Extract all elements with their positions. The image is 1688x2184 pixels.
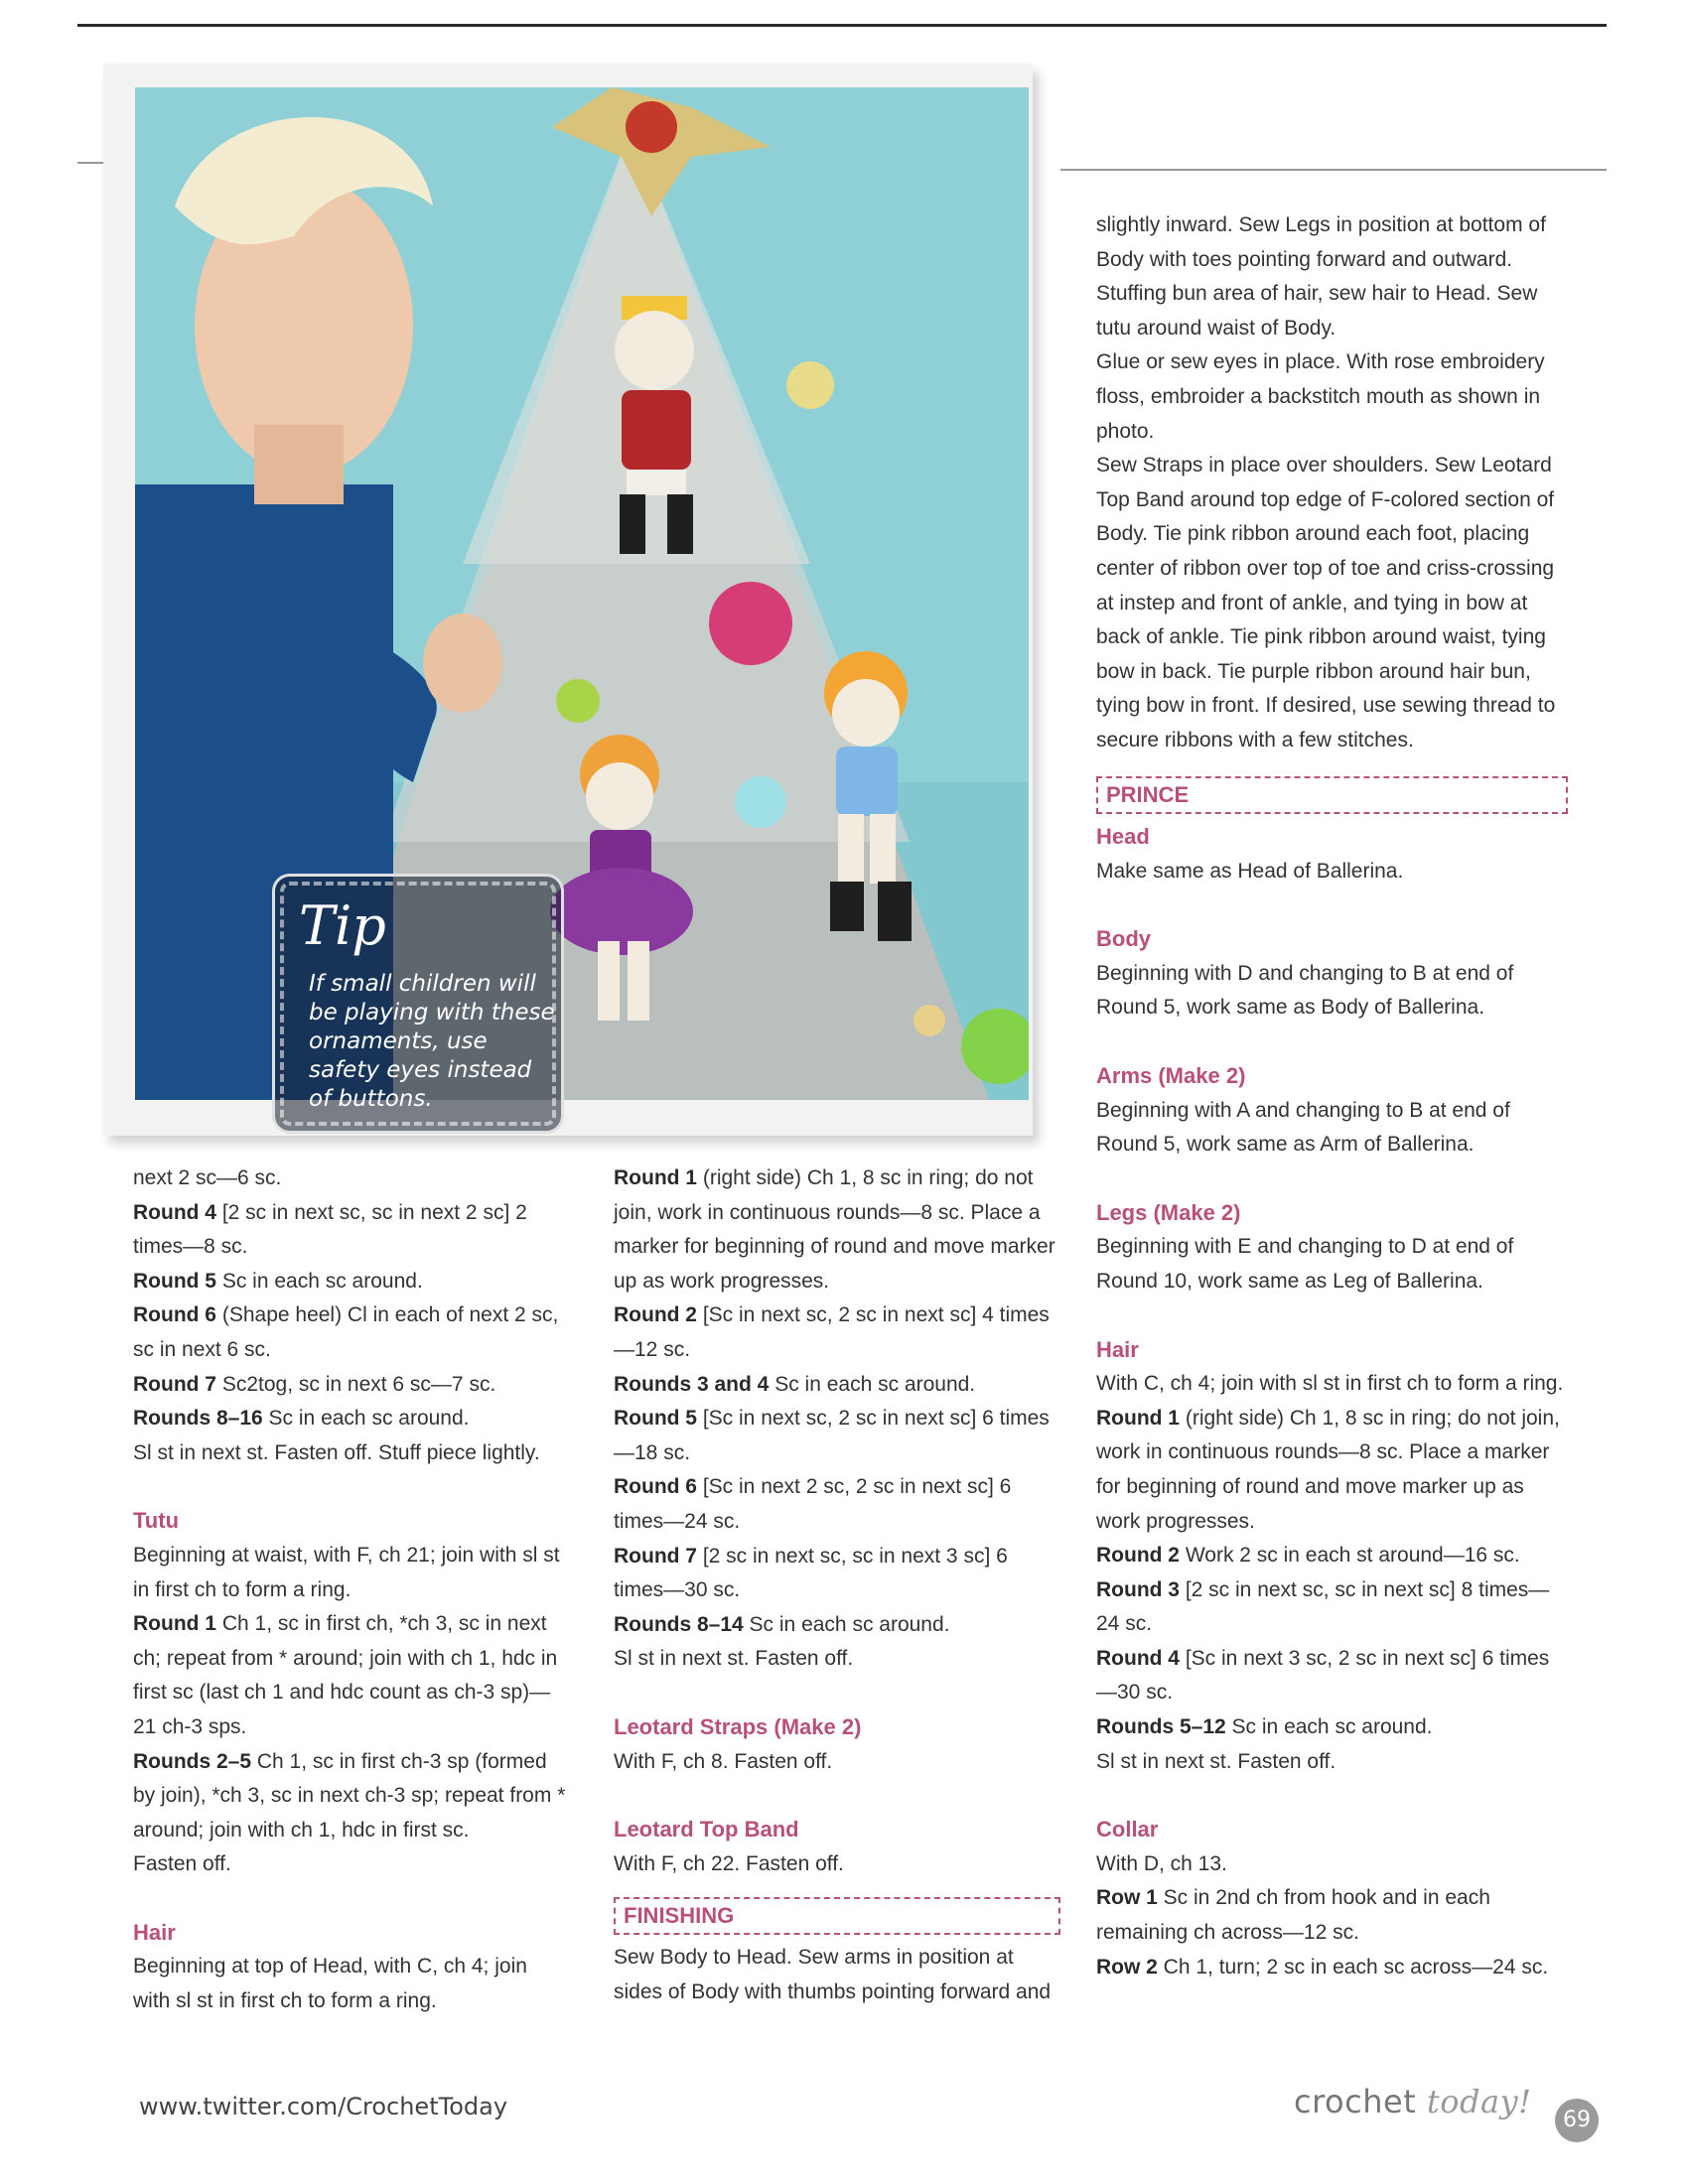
text-line: With D, ch 13. bbox=[1096, 1851, 1227, 1875]
text-line: Beginning with E and changing to D at end of Round 10, work same as Leg of Ballerina. bbox=[1096, 1235, 1514, 1293]
prince-heading: PRINCE bbox=[1096, 776, 1568, 814]
section-heading-hair: Hair bbox=[133, 1919, 176, 1945]
tip-title: Tip bbox=[299, 894, 386, 957]
instruction: Round 7 [2 sc in next sc, sc in next 3 sc] 6 times—30 sc. bbox=[614, 1544, 1008, 1602]
instruction: Rounds 2–5 Ch 1, sc in first ch-3 sp (formed by join), *ch 3, sc in next ch-3 sp; repeat from * around; join with ch 1, hdc in first sc. bbox=[133, 1749, 566, 1842]
text-line: With C, ch 4; join with sl st in first ch to form a ring. bbox=[1096, 1372, 1564, 1396]
right-column-lower bbox=[1096, 774, 1568, 1984]
section-heading-hair: Hair bbox=[1096, 1336, 1139, 1362]
text-line: Sl st in next st. Fasten off. bbox=[1096, 1749, 1336, 1773]
paragraph: Sew Straps in place over shoulders. Sew Leotard Top Band around top edge of F-colored section of Body. Tie pink ribbon around each foot, placing center of ribbon over top of toe and criss-crossing at instep and front of ankle, and tying in bow at back of ankle. Tie pink ribbon around waist, tying bow in back. Tie purple ribbon around hair bun, tying bow in front. If desired, use sewing thread to secure ribbons with a few stitches. bbox=[1096, 454, 1556, 751]
section-heading-body: Body bbox=[1096, 926, 1151, 952]
instruction: Round 7 Sc2tog, sc in next 6 sc—7 sc. bbox=[133, 1372, 496, 1396]
text-line: Sl st in next st. Fasten off. Stuff piece lightly. bbox=[133, 1440, 540, 1464]
instruction: Round 5 [Sc in next sc, 2 sc in next sc] 6 times—18 sc. bbox=[614, 1407, 1050, 1464]
instruction: Round 5 Sc in each sc around. bbox=[133, 1269, 423, 1293]
page-number: 69 bbox=[1555, 2099, 1599, 2142]
right-column-upper bbox=[1096, 208, 1568, 758]
instruction: Round 2 [Sc in next sc, 2 sc in next sc] 4 times—12 sc. bbox=[614, 1303, 1050, 1361]
text-line: Sl st in next st. Fasten off. bbox=[614, 1647, 854, 1671]
text-line: Fasten off. bbox=[133, 1852, 231, 1876]
brand-logo: crochet today! bbox=[1294, 2083, 1532, 2120]
instruction: Round 1 (right side) Ch 1, 8 sc in ring; do not join, work in continuous rounds—8 sc. Place a marker for beginning of round and move marker up as work progresses. bbox=[614, 1166, 1055, 1293]
christmas-tree-photo bbox=[135, 87, 1029, 1100]
section-heading-tutu: Tutu bbox=[133, 1508, 180, 1534]
instruction: Round 6 (Shape heel) Cl in each of next 2 sc, sc in next 6 sc. bbox=[133, 1303, 559, 1361]
instruction: Row 2 Ch 1, turn; 2 sc in each sc across—24 sc. bbox=[1096, 1955, 1549, 1979]
text-line: Beginning at waist, with F, ch 21; join with sl st in first ch to form a ring. bbox=[133, 1543, 560, 1601]
tip-text: If small children will be playing with these ornaments, use safety eyes instead of buttons. bbox=[309, 971, 555, 1112]
section-heading-arms: Arms (Make 2) bbox=[1096, 1062, 1246, 1088]
instruction: Rounds 8–14 Sc in each sc around. bbox=[614, 1612, 950, 1636]
instruction: Round 4 [2 sc in next sc, sc in next 2 sc] 2 times—8 sc. bbox=[133, 1200, 527, 1259]
footer-twitter-url[interactable]: www.twitter.com/CrochetToday bbox=[139, 2093, 508, 2120]
text-line: Make same as Head of Ballerina. bbox=[1096, 859, 1404, 883]
paragraph: Glue or sew eyes in place. With rose embroidery floss, embroider a backstitch mouth as shown in photo. bbox=[1096, 350, 1545, 443]
photo-frame bbox=[103, 64, 1033, 1136]
instruction: Rounds 5–12 Sc in each sc around. bbox=[1096, 1715, 1433, 1739]
text-line: Beginning with D and changing to B at end of Round 5, work same as Body of Ballerina. bbox=[1096, 961, 1514, 1020]
instruction: Rounds 3 and 4 Sc in each sc around. bbox=[614, 1372, 976, 1396]
instruction: Row 1 Sc in 2nd ch from hook and in each remaining ch across—12 sc. bbox=[1096, 1886, 1490, 1945]
section-heading-legs: Legs (Make 2) bbox=[1096, 1199, 1241, 1225]
instruction: Round 3 [2 sc in next sc, sc in next sc] 8 times—24 sc. bbox=[1096, 1577, 1550, 1636]
tip-box bbox=[272, 874, 564, 1134]
text-line: Beginning with A and changing to B at end of Round 5, work same as Arm of Ballerina. bbox=[1096, 1098, 1510, 1157]
section-heading-collar: Collar bbox=[1096, 1817, 1159, 1843]
finishing-heading: FINISHING bbox=[614, 1897, 1060, 1935]
text-line: With F, ch 8. Fasten off. bbox=[614, 1749, 833, 1773]
instruction: Round 1 (right side) Ch 1, 8 sc in ring; do not join, work in continuous rounds—8 sc. Place a marker for beginning of round and move marker up as work progresses. bbox=[1096, 1406, 1560, 1533]
text-line: With F, ch 22. Fasten off. bbox=[614, 1851, 844, 1875]
left-column bbox=[133, 1161, 570, 2019]
text-line: next 2 sc—6 sc. bbox=[133, 1166, 282, 1189]
top-rule bbox=[77, 24, 1607, 27]
paragraph: slightly inward. Sew Legs in position at bottom of Body with toes pointing forward and outward. Stuffing bun area of hair, sew hair to Head. Sew tutu around waist of Body. bbox=[1096, 213, 1546, 340]
text-line: Sew Body to Head. Sew arms in position at sides of Body with thumbs pointing forward and bbox=[614, 1946, 1052, 2003]
text-line: Beginning at top of Head, with C, ch 4; join with sl st in first ch to form a ring. bbox=[133, 1955, 527, 2013]
instruction: Rounds 8–16 Sc in each sc around. bbox=[133, 1407, 470, 1431]
instruction: Round 1 Ch 1, sc in first ch, *ch 3, sc in next ch; repeat from * around; join with ch 1, hdc in first sc (last ch 1 and hdc count as ch-3 sp)—21 ch-3 sps. bbox=[133, 1612, 558, 1738]
instruction: Round 2 Work 2 sc in each st around—16 sc. bbox=[1096, 1544, 1520, 1568]
instruction: Round 4 [Sc in next 3 sc, 2 sc in next sc] 6 times—30 sc. bbox=[1096, 1646, 1550, 1705]
rule-right bbox=[1060, 169, 1607, 171]
instruction: Round 6 [Sc in next 2 sc, 2 sc in next sc] 6 times—24 sc. bbox=[614, 1475, 1012, 1533]
section-heading-head: Head bbox=[1096, 824, 1150, 849]
middle-column bbox=[614, 1161, 1060, 2009]
section-heading-top-band: Leotard Top Band bbox=[614, 1817, 799, 1843]
section-heading-straps: Leotard Straps (Make 2) bbox=[614, 1713, 862, 1739]
